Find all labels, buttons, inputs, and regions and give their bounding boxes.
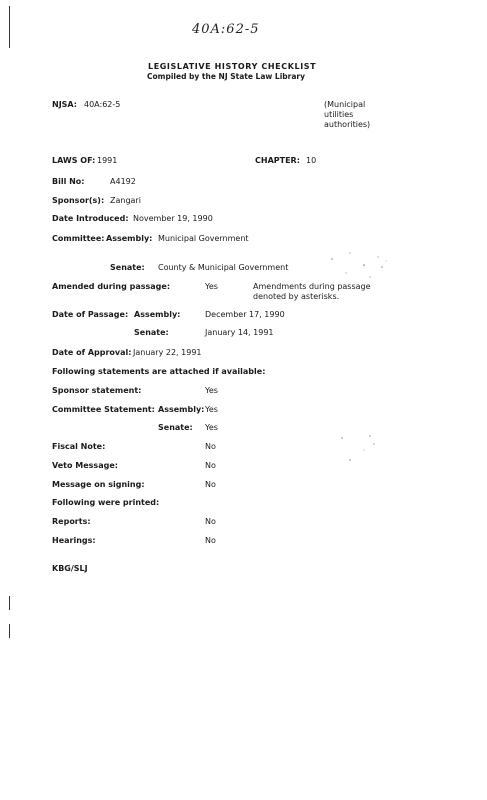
chapter-label: CHAPTER: xyxy=(255,156,300,165)
njsa-label: NJSA: xyxy=(52,100,77,109)
scan-specks-upper xyxy=(320,245,400,285)
njsa-note-line-3: authorities) xyxy=(324,120,371,129)
fiscal-note-label: Fiscal Note: xyxy=(52,442,106,451)
reports-value: No xyxy=(205,517,216,526)
committee-assembly-label: Assembly: xyxy=(106,234,153,243)
veto-message-label: Veto Message: xyxy=(52,461,118,470)
date-introduced-label: Date Introduced: xyxy=(52,214,129,223)
laws-of-value: 1991 xyxy=(97,156,118,165)
njsa-value: 40A:62-5 xyxy=(84,100,121,109)
committee-statement-assembly-label: Assembly: xyxy=(158,405,205,414)
message-on-signing-value: No xyxy=(205,480,216,489)
njsa-note-line-2: utilities xyxy=(324,110,354,119)
bill-no-label: Bill No: xyxy=(52,177,85,186)
committee-senate-value: County & Municipal Government xyxy=(158,263,289,272)
statements-heading: Following statements are attached if available: xyxy=(52,367,266,376)
margin-line-middle xyxy=(9,596,10,610)
margin-line-lower xyxy=(9,624,10,638)
date-of-passage-label: Date of Passage: xyxy=(52,310,129,319)
reports-label: Reports: xyxy=(52,517,91,526)
bill-no-value: A4192 xyxy=(110,177,136,186)
date-of-approval-label: Date of Approval: xyxy=(52,348,132,357)
committee-statement-label: Committee Statement: xyxy=(52,405,155,414)
amended-label: Amended during passage: xyxy=(52,282,171,291)
hearings-value: No xyxy=(205,536,216,545)
sponsor-statement-label: Sponsor statement: xyxy=(52,386,142,395)
committee-label: Committee: xyxy=(52,234,105,243)
passage-senate-value: January 14, 1991 xyxy=(205,328,274,337)
fiscal-note-value: No xyxy=(205,442,216,451)
scan-specks-lower xyxy=(330,430,390,470)
initials: KBG/SLJ xyxy=(52,564,88,573)
amended-note-line-2: denoted by asterisks. xyxy=(253,292,340,301)
document-subtitle: Compiled by the NJ State Law Library xyxy=(147,72,305,81)
veto-message-value: No xyxy=(205,461,216,470)
printed-heading: Following were printed: xyxy=(52,498,160,507)
passage-senate-label: Senate: xyxy=(134,328,169,337)
document-title: LEGISLATIVE HISTORY CHECKLIST xyxy=(148,62,317,71)
amended-value: Yes xyxy=(205,282,218,291)
chapter-value: 10 xyxy=(306,156,317,165)
sponsors-label: Sponsor(s): xyxy=(52,196,105,205)
amended-note-line-1: Amendments during passage xyxy=(253,282,371,291)
committee-assembly-value: Municipal Government xyxy=(158,234,249,243)
sponsors-value: Zangari xyxy=(110,196,141,205)
sponsor-statement-value: Yes xyxy=(205,386,218,395)
date-introduced-value: November 19, 1990 xyxy=(133,214,213,223)
passage-assembly-label: Assembly: xyxy=(134,310,181,319)
passage-assembly-value: December 17, 1990 xyxy=(205,310,285,319)
margin-line-top xyxy=(9,6,10,48)
hearings-label: Hearings: xyxy=(52,536,96,545)
laws-of-label: LAWS OF: xyxy=(52,156,96,165)
date-of-approval-value: January 22, 1991 xyxy=(133,348,202,357)
committee-statement-senate-label: Senate: xyxy=(158,423,193,432)
njsa-note-line-1: (Municipal xyxy=(324,100,366,109)
committee-statement-assembly-value: Yes xyxy=(205,405,218,414)
message-on-signing-label: Message on signing: xyxy=(52,480,145,489)
committee-statement-senate-value: Yes xyxy=(205,423,218,432)
committee-senate-label: Senate: xyxy=(110,263,145,272)
handwritten-note: 40A:62-5 xyxy=(192,22,260,37)
